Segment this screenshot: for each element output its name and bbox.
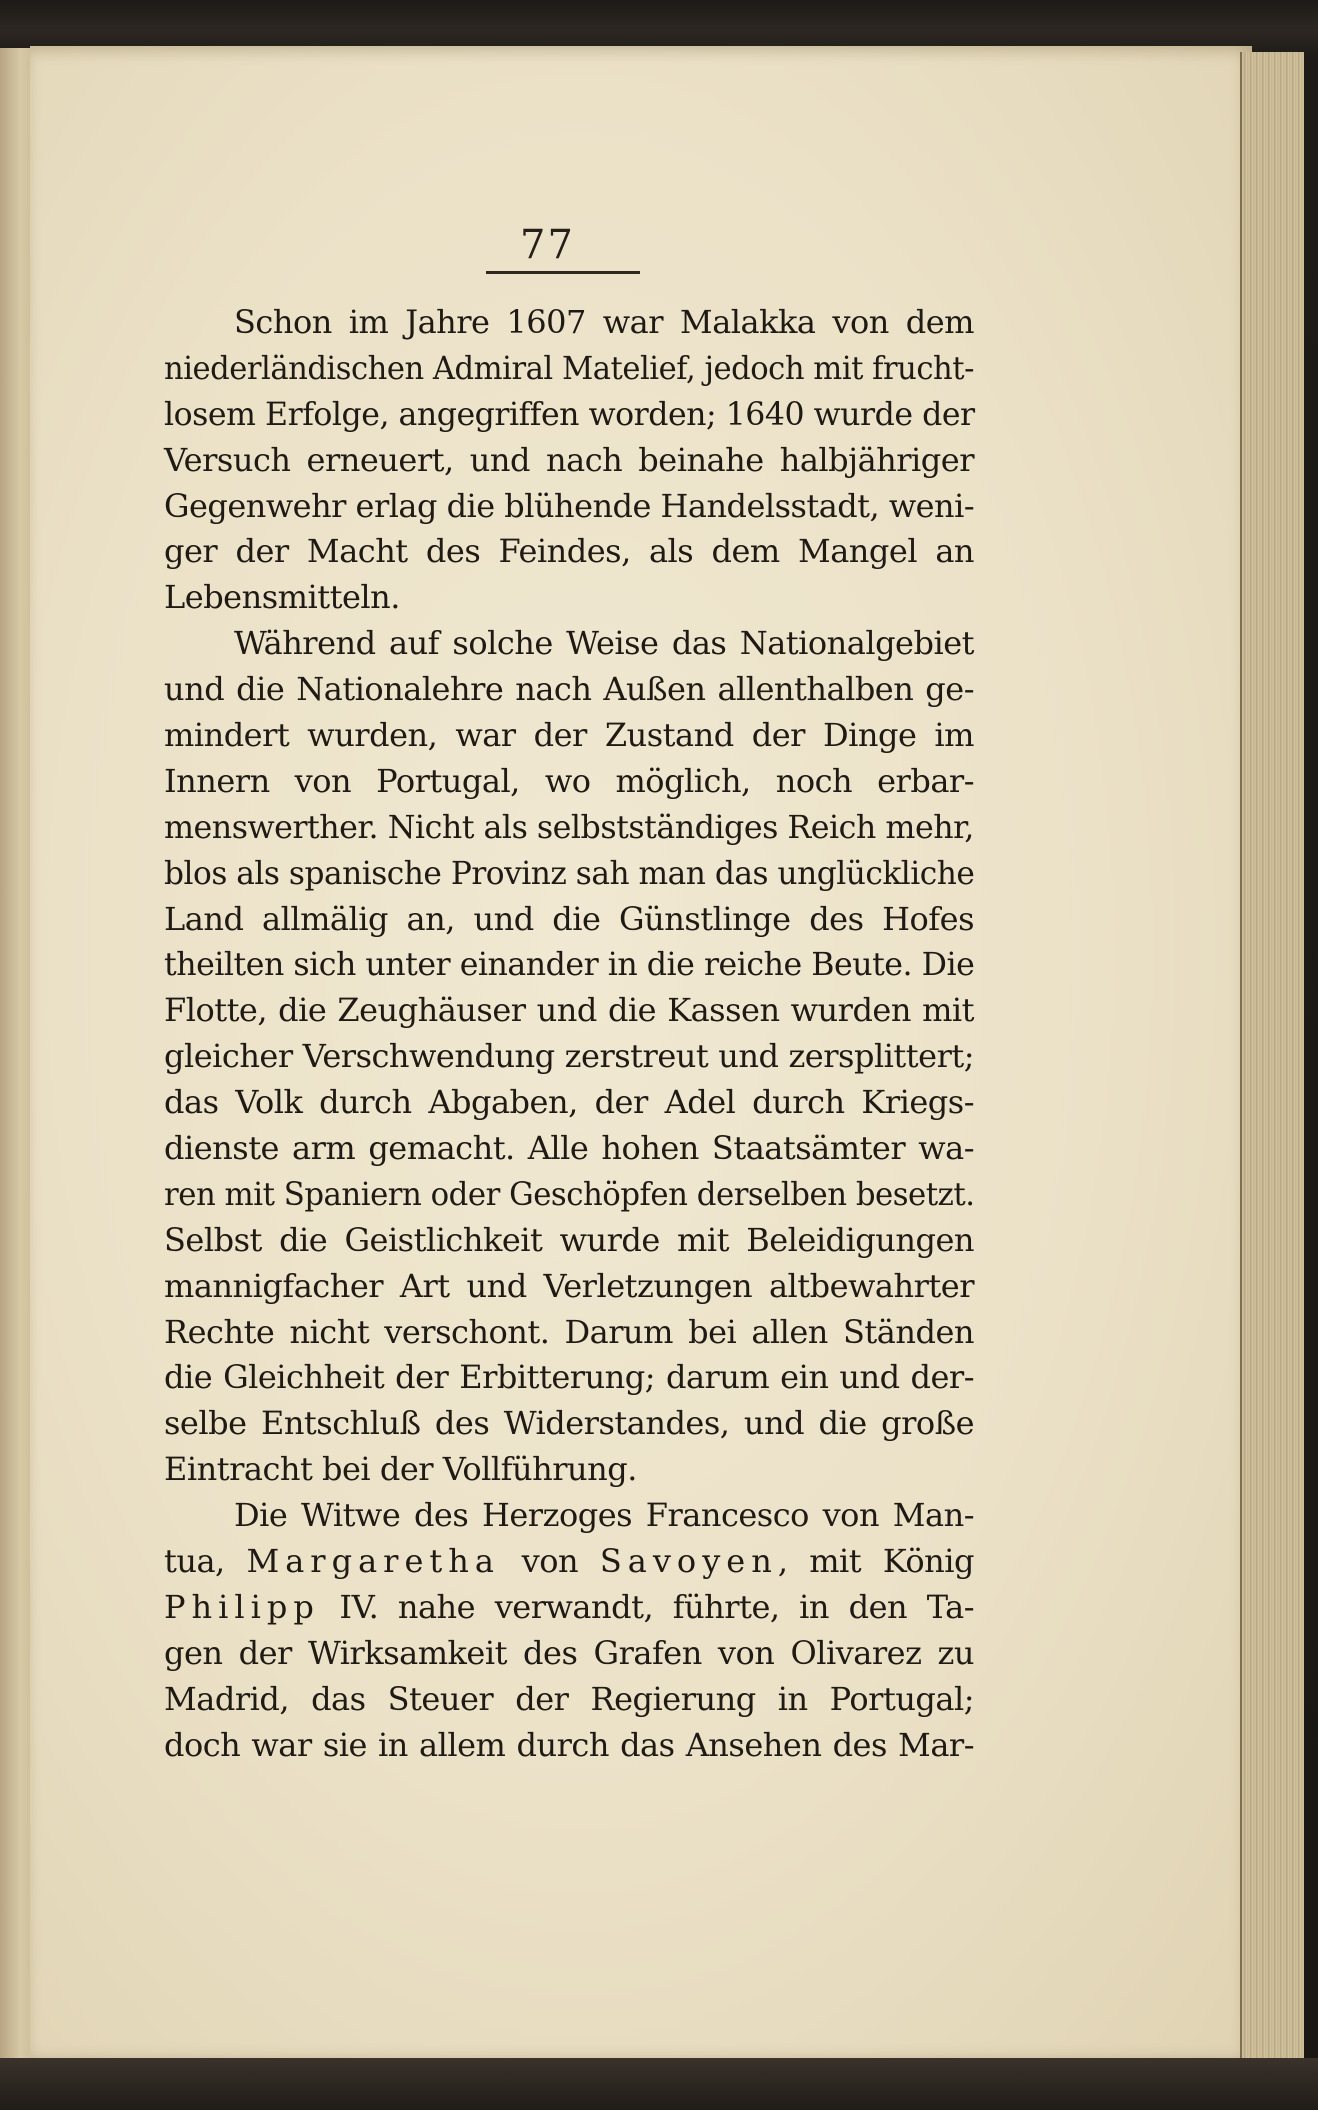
body-text [164, 300, 974, 1769]
text-line: Madrid, das Steuer der Regierung in Portugal; [164, 1679, 974, 1718]
page-number: 77 [520, 222, 575, 268]
text-fragment: , mit König [777, 1542, 975, 1581]
text-line [164, 1585, 974, 1631]
page-stack-edge [1240, 52, 1304, 2058]
text-line: Innern von Portugal, wo möglich, noch erbar- [164, 761, 974, 800]
text-line: Versuch erneuert, und nach beinahe halbjähriger [164, 440, 974, 479]
text-line: dienste arm gemacht. Alle hohen Staatsämter wa- [164, 1129, 974, 1168]
bottom-shadow [0, 2058, 1318, 2110]
paragraph-2 [164, 621, 974, 1493]
text-line: mannigfacher Art und Verletzungen altbewahrter [164, 1266, 974, 1305]
text-line: und die Nationalehre nach Außen allenthalben ge- [164, 670, 974, 709]
text-line: losem Erfolge, angegriffen worden; 1640 wurde der [164, 394, 975, 433]
text-line: Schon im Jahre 1607 war Malakka von dem [234, 303, 974, 341]
text-line: Rechte nicht verschont. Darum bei allen Ständen [164, 1312, 974, 1351]
text-line: Eintracht bei der Vollführung. [164, 1450, 637, 1489]
text-line: die Gleichheit der Erbitterung; darum ein und der- [164, 1358, 974, 1397]
text-fragment: von [499, 1542, 600, 1581]
paragraph-1 [164, 300, 974, 621]
text-line: doch war sie in allem durch das Ansehen des Mar- [164, 1725, 974, 1764]
person-name-spaced: Margaretha [246, 1542, 500, 1581]
text-fragment: IV. nahe verwandt, führte, in den Ta- [319, 1587, 974, 1626]
person-name-spaced: Philipp [164, 1587, 320, 1626]
text-line: Land allmälig an, und die Günstlinge des Hofes [164, 899, 974, 938]
text-line [164, 1539, 974, 1585]
paragraph-3 [164, 1493, 974, 1768]
text-line: blos als spanische Provinz sah man das unglückliche [164, 853, 975, 892]
header-rule [486, 271, 640, 274]
text-fragment: tua, [164, 1542, 247, 1581]
text-line: Flotte, die Zeughäuser und die Kassen wurden mit [164, 991, 974, 1030]
text-line: Selbst die Geistlichkeit wurde mit Beleidigungen [164, 1220, 974, 1259]
text-line: ren mit Spaniern oder Geschöpfen derselben besetzt. [164, 1174, 975, 1213]
text-line: menswerther. Nicht als selbstständiges Reich mehr, [164, 807, 974, 846]
text-line: theilten sich unter einander in die reiche Beute. Die [164, 945, 975, 984]
text-line: ger der Macht des Feindes, als dem Mangel an [164, 532, 974, 571]
text-line: das Volk durch Abgaben, der Adel durch Kriegs- [164, 1083, 974, 1122]
text-line: Lebensmitteln. [164, 578, 400, 617]
place-name-spaced: Savoyen [599, 1542, 778, 1581]
text-line: selbe Entschluß des Widerstandes, und die große [164, 1404, 974, 1443]
text-line: niederländischen Admiral Matelief, jedoch mit frucht- [164, 348, 974, 387]
text-line: Während auf solche Weise das Nationalgebiet [234, 624, 974, 663]
text-line: Gegenwehr erlag die blühende Handelsstadt, weni- [164, 486, 975, 525]
text-line: Die Witwe des Herzoges Francesco von Man- [234, 1496, 974, 1535]
text-line: gleicher Verschwendung zerstreut und zersplittert; [164, 1037, 974, 1076]
text-line: gen der Wirksamkeit des Grafen von Olivarez zu [164, 1633, 974, 1672]
text-line: mindert wurden, war der Zustand der Dinge im [164, 716, 974, 755]
